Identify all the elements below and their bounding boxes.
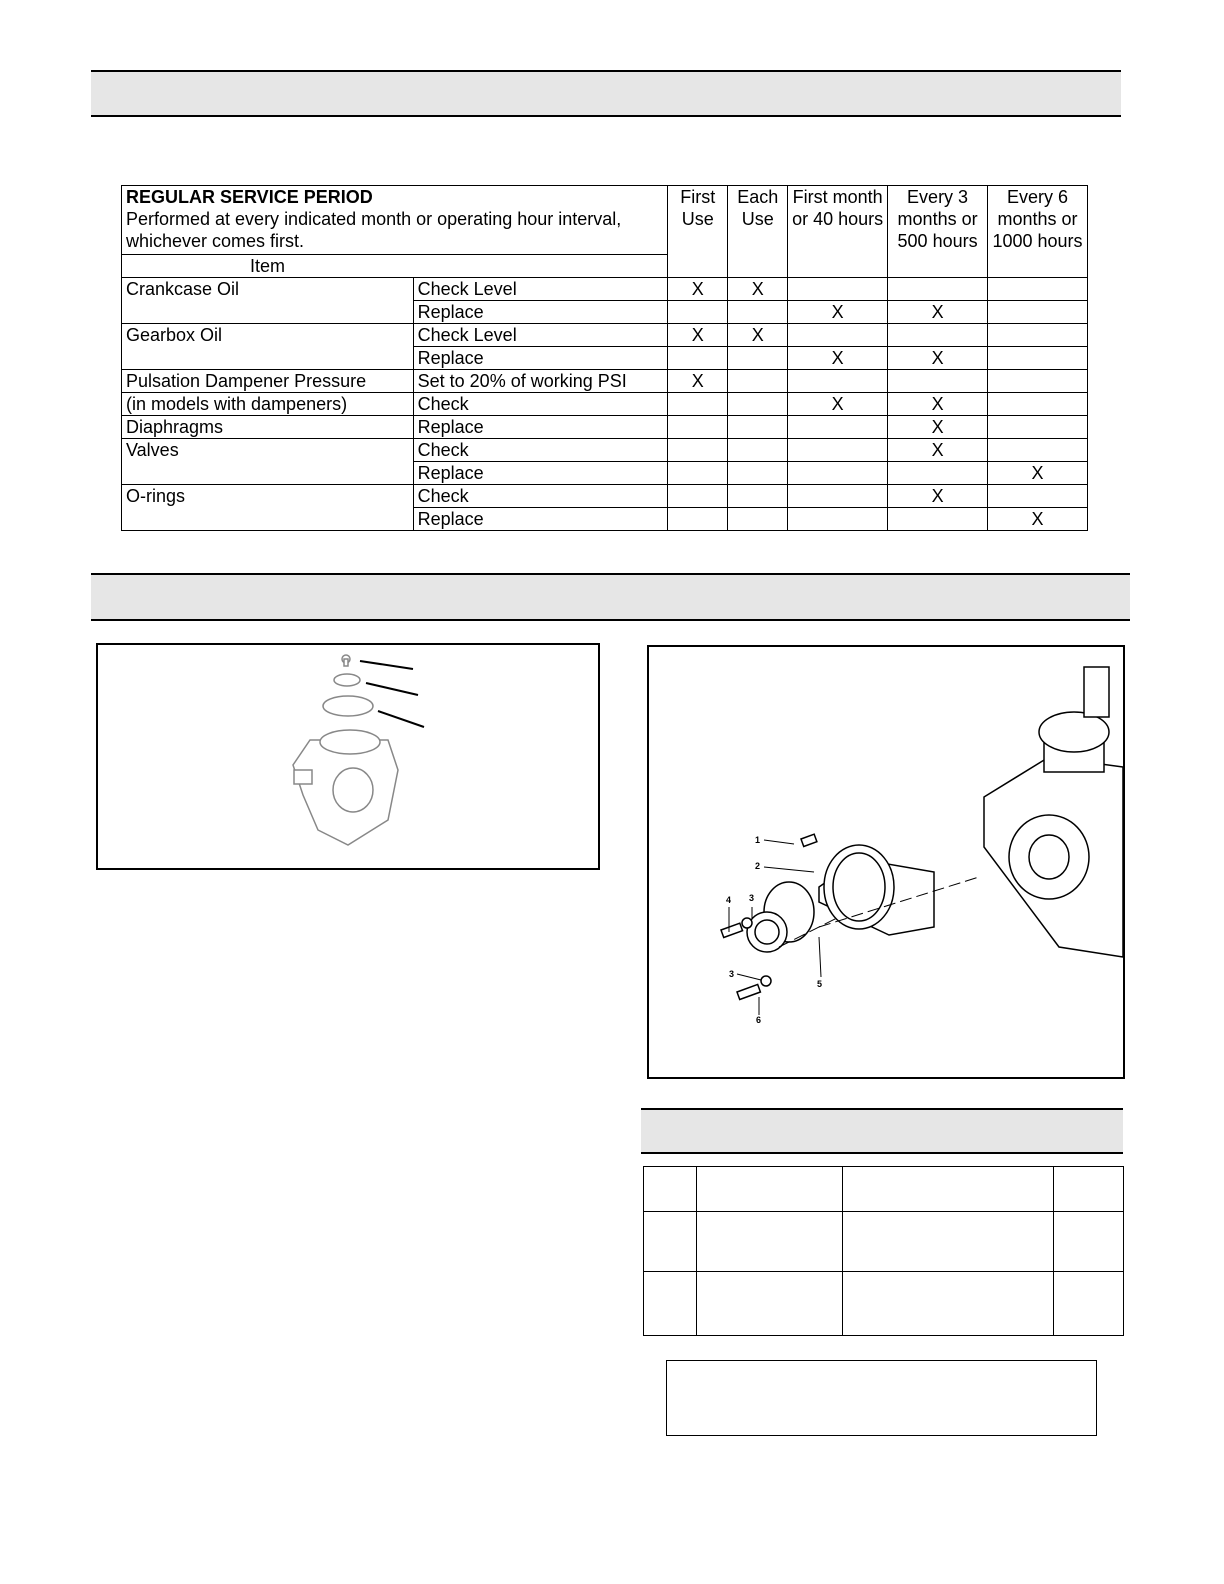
interval-mark: X: [988, 462, 1088, 485]
table-cell: [842, 1272, 1054, 1336]
interval-mark: X: [888, 301, 988, 324]
interval-mark: [988, 416, 1088, 439]
table-cell: [696, 1167, 842, 1212]
interval-mark: [788, 416, 888, 439]
interval-mark: [788, 370, 888, 393]
item-cell: Crankcase Oil: [122, 278, 414, 324]
item-cell: (in models with dampeners): [122, 393, 414, 416]
interval-mark: [888, 324, 988, 347]
interval-mark: X: [888, 347, 988, 370]
interval-mark: X: [888, 439, 988, 462]
interval-mark: [668, 508, 728, 531]
item-cell: Diaphragms: [122, 416, 414, 439]
interval-mark: X: [788, 347, 888, 370]
interval-mark: [728, 485, 788, 508]
interval-mark: [668, 393, 728, 416]
action-cell: Check: [413, 439, 668, 462]
gearbox-exploded-illustration: [649, 647, 1123, 1077]
action-cell: Check: [413, 485, 668, 508]
table-cell: [842, 1212, 1054, 1272]
interval-mark: X: [728, 324, 788, 347]
interval-mark: [788, 462, 888, 485]
table-cell: [1054, 1212, 1124, 1272]
action-cell: Check: [413, 393, 668, 416]
interval-mark: [888, 278, 988, 301]
interval-mark: [728, 370, 788, 393]
action-cell: Replace: [413, 416, 668, 439]
section-header-bar-2: [91, 573, 1130, 621]
interval-mark: [988, 324, 1088, 347]
interval-mark: X: [788, 393, 888, 416]
interval-mark: [668, 416, 728, 439]
column-header: Every 3 months or 500 hours: [888, 186, 988, 278]
table-cell: [1054, 1272, 1124, 1336]
table-row: [122, 278, 1088, 301]
interval-mark: [788, 439, 888, 462]
table-row: [122, 324, 1088, 347]
interval-mark: X: [888, 485, 988, 508]
interval-mark: [728, 301, 788, 324]
interval-mark: [668, 439, 728, 462]
column-header: First Use: [668, 186, 728, 278]
note-box: [666, 1360, 1097, 1436]
interval-mark: [668, 485, 728, 508]
callout-3b: 3: [729, 969, 735, 979]
action-cell: Replace: [413, 508, 668, 531]
column-header: Each Use: [728, 186, 788, 278]
interval-mark: [988, 347, 1088, 370]
callout-6: 6: [756, 1015, 762, 1025]
diaphragm-figure: [96, 643, 600, 870]
table-cell: [644, 1212, 697, 1272]
table-cell: [842, 1167, 1054, 1212]
column-header: Every 6 months or 1000 hours: [988, 186, 1088, 278]
section-header-bar-3: [641, 1108, 1123, 1154]
service-schedule-table: [121, 185, 1088, 531]
interval-mark: [788, 278, 888, 301]
interval-mark: [728, 416, 788, 439]
section-header-bar-1: [91, 70, 1121, 117]
table-row: [122, 439, 1088, 462]
callout-5: 5: [817, 979, 823, 989]
interval-mark: [988, 393, 1088, 416]
table-subtitle: Performed at every indicated month or operating hour interval, whichever comes first.: [126, 209, 622, 251]
interval-mark: [988, 278, 1088, 301]
interval-mark: [888, 370, 988, 393]
action-cell: Set to 20% of working PSI: [413, 370, 668, 393]
parts-table: [643, 1166, 1124, 1336]
callout-3: 3: [749, 893, 755, 903]
gearbox-figure: [647, 645, 1125, 1079]
item-cell: O-rings: [122, 485, 414, 531]
interval-mark: X: [728, 278, 788, 301]
interval-mark: X: [668, 324, 728, 347]
interval-mark: [668, 301, 728, 324]
interval-mark: X: [788, 301, 888, 324]
interval-mark: [728, 462, 788, 485]
column-header: First month or 40 hours: [788, 186, 888, 278]
interval-mark: X: [668, 370, 728, 393]
action-cell: Replace: [413, 462, 668, 485]
action-cell: Check Level: [413, 324, 668, 347]
interval-mark: [728, 347, 788, 370]
interval-mark: X: [888, 416, 988, 439]
table-row: [122, 416, 1088, 439]
interval-mark: [988, 485, 1088, 508]
table-cell: [696, 1212, 842, 1272]
interval-mark: [888, 462, 988, 485]
interval-mark: [668, 347, 728, 370]
interval-mark: [788, 508, 888, 531]
interval-mark: [888, 508, 988, 531]
item-cell: Gearbox Oil: [122, 324, 414, 370]
action-cell: Check Level: [413, 278, 668, 301]
interval-mark: [988, 370, 1088, 393]
table-cell: [696, 1272, 842, 1336]
item-cell: Pulsation Dampener Pressure: [122, 370, 414, 393]
interval-mark: X: [888, 393, 988, 416]
interval-mark: X: [668, 278, 728, 301]
item-cell: Valves: [122, 439, 414, 485]
table-cell: [644, 1272, 697, 1336]
callout-4: 4: [726, 895, 732, 905]
table-title-cell: [122, 186, 668, 255]
table-cell: [644, 1167, 697, 1212]
interval-mark: X: [988, 508, 1088, 531]
table-row: [122, 370, 1088, 393]
table-cell: [1054, 1167, 1124, 1212]
item-header: Item: [122, 255, 668, 278]
callout-1: 1: [755, 835, 761, 845]
interval-mark: [668, 462, 728, 485]
callout-2: 2: [755, 861, 761, 871]
table-title: REGULAR SERVICE PERIOD: [126, 187, 373, 207]
interval-mark: [988, 439, 1088, 462]
interval-mark: [988, 301, 1088, 324]
interval-mark: [788, 485, 888, 508]
table-row: [122, 393, 1088, 416]
diaphragm-exploded-illustration: [98, 645, 598, 868]
interval-mark: [788, 324, 888, 347]
interval-mark: [728, 393, 788, 416]
table-row: [122, 485, 1088, 508]
interval-mark: [728, 508, 788, 531]
action-cell: Replace: [413, 301, 668, 324]
action-cell: Replace: [413, 347, 668, 370]
interval-mark: [728, 439, 788, 462]
